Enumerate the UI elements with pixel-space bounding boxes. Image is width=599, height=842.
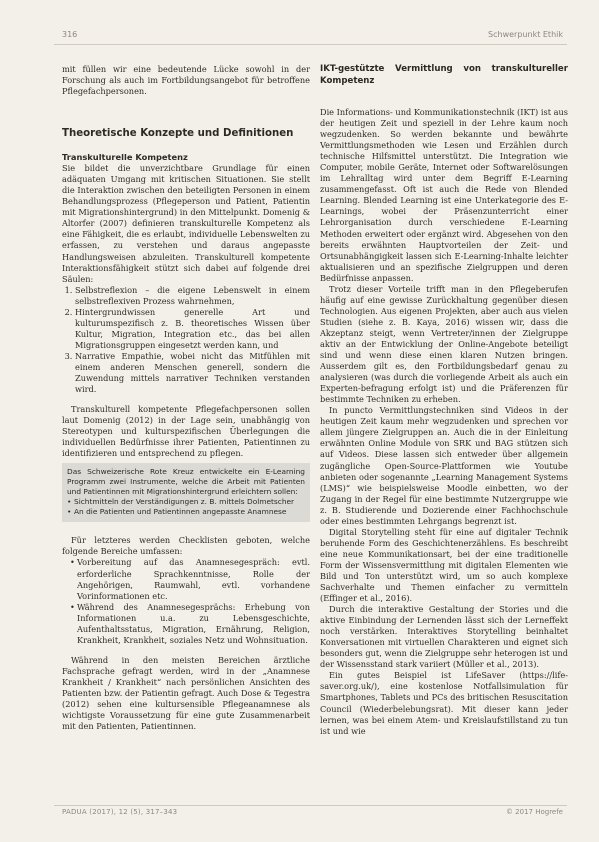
header-divider — [54, 44, 567, 45]
section-heading: IKT-gestützte Vermittlung von transkultureller Kompetenz — [320, 64, 568, 86]
body-paragraph: Trotz dieser Vorteile trifft man in den Pflegeberufen häufig auf eine gewisse Zurückhaltung gegenüber diesen Technologien. Aus eigenen Projekten, aber auch aus vielen Studien (siehe z. B. Kaya, 2016) wissen wir, dass die Akzeptanz steigt, wenn Vertreter/innen der Zielgruppe aktiv an der Entwicklung der Online-Angebote beteiligt sind und wenn diese einen klaren Nutzen bringen. Ausserdem gilt es, den Fortbildungsbedarf genau zu analysieren (was durch die vorliegende Arbeit als auch ein Experten-befragung erfolgt ist) und die Präferenzen für bestimmte Techniken zu erheben. — [320, 283, 568, 405]
body-paragraph: Digital Storytelling steht für eine auf digitaler Technik beruhende Form des Geschichtenerzählens. Es beschreibt eine neue Kommunikationsart, bei der eine traditionelle Form der Wissensvermittlung mit digitalen Elementen wie Bild und Ton unterstützt wird, um so auch komplexe Sachverhalte und Themen einfacher zu vermitteln (Effinger et al., 2016). — [320, 526, 568, 604]
body-paragraph: Die Informations- und Kommunikationstechnik (IKT) ist aus der heutigen Zeit und speziell in der Lehre kaum noch wegzudenken. So werden bekannte und bewährte Vermittlungsmethoden wie Lesen und Erzählen durch technische Hilfsmittel unterstützt. Die Integration wie Computer, mobile Geräte, Internet oder Softwarelösungen im Lehralltag wird unter dem Begriff E-Learning zusammengefasst. Oft ist auch die Rede von Blended Learning. Blended Learning ist eine Unterkategorie des E-Learnings, wobei der Präsenzunterricht einer Lehrorganisation durch verschiedene E-Learning Methoden erweitert oder ergänzt wird. Abgesehen von den bereits erwähnten Hauptvorteilen der Zeit- und Ortsunabhängigkeit lassen sich E-Learning-Inhalte leichter aktualisieren und an spezifische Zielgruppen und deren Bedürfnisse anpassen. — [320, 107, 568, 283]
list-item: • Sichtmitteln der Verständigungen z. B. mittels Dolmetscher — [67, 497, 305, 507]
intro-paragraph: mit füllen wir eine bedeutende Lücke sowohl in der Forschung als auch im Fortbildungsangebot für betroffene Pflegefachpersonen. — [62, 64, 310, 97]
left-column — [62, 64, 310, 732]
list-item: 2. Hintergrundwissen generelle Art und kulturumspezifisch z. B. theoretisches Wissen über Kultur, Migration, Integration etc., das bei allen Migrationsgruppen eingesetzt werden kann, und — [75, 307, 310, 351]
list-item: 1. Selbstreflexion – die eigene Lebenswelt in einem selbstreflexiven Prozess wahrnehmen, — [75, 285, 310, 307]
body-paragraph: Transkulturell kompetente Pflegefachpersonen sollen laut Domenig (2012) in der Lage sein, unabhängig von Stereotypen und kulturspezifischen Überlegungen die individuellen Bedürfnisse ihrer Patienten, Patientinnen zu identifizieren und entsprechend zu pflegen. — [62, 404, 310, 459]
footer-publisher: © 2017 Hogrefe — [505, 808, 563, 816]
running-header: Schwerpunkt Ethik — [488, 30, 563, 39]
body-paragraph: Während in den meisten Bereichen ärztliche Fachsprache gefragt werden, wird in der „Anamnese Krankheit / Krankheit“ nach persönlichen Ansichten des Patienten bzw. der Patientin gefragt. Auch Dose & Tegestra (2012) sehen eine kultursensible Pflegeanamnese als wichtigste Voraussetzung für eine gute Zusammenarbeit mit den Patienten, Patientinnen. — [62, 654, 310, 732]
list-item: • An die Patienten und Patientinnen angepasste Anamnese — [67, 507, 305, 517]
pillars-list — [62, 285, 310, 395]
info-box-list — [67, 497, 305, 517]
page-number: 316 — [62, 30, 78, 39]
right-column — [320, 64, 568, 737]
body-paragraph: Für letzteres werden Checklisten geboten, welche folgende Bereiche umfassen: — [62, 535, 310, 557]
body-paragraph: Sie bildet die unverzichtbare Grundlage für einen adäquaten Umgang mit kritischen Situationen. Sie stellt die Interaktion zwischen den beteiligten Personen in einem Behandlungsprozess (Pflegeperson und Patient, Patientin mit Migrationshintergrund) in den Mittelpunkt. Domenig & Altorfer (2007) definieren transkulturelle Kompetenz als eine Fähigkeit, die es erlaubt, individuelle Lebenswelten zu erfassen, zu verstehen und daraus angepasste Handlungsweisen abzuleiten. Transkulturell kompetente Interaktionsfähigkeit stützt sich dabei auf folgende drei Säulen: — [62, 163, 310, 284]
body-paragraph: Ein gutes Beispiel ist LifeSaver (https://life-saver.org.uk/), eine kostenlose Notfallsimulation für Smartphones, Tablets und PCs des britischen Resuscitation Council (Wiederbelebungsrat). Mit dieser kann jeder lernen, was bei einem Atem- und Kreislaufstillstand zu tun ist und wie — [320, 670, 568, 736]
body-paragraph: In puncto Vermittlungstechniken sind Videos in der heutigen Zeit kaum mehr wegzudenken und sprechen vor allem jüngere Zielgruppen an. Auch die in der Einleitung erwähnten Online Module von SRK und BAG stützen sich auf Videos. Diese lassen sich entweder über allgemein zugängliche Open-Source-Plattformen wie Youtube anbieten oder sogenannte „Learning Management Systems (LMS)“ wie beispielsweise Moodle einbetten, wo der Zugang in der Regel für eine bestimmte Nutzergruppe wie z. B. Studierende und Dozierende einer Fachhochschule oder eines bestimmten Lehrgangs begrenzt ist. — [320, 405, 568, 526]
list-item: • Während des Anamnesegesprächs: Erhebung von Informationen u.a. zu Lebensgeschichte, Aufenthaltsstatus, Migration, Ernährung, Religion, Krankheit, Krankheit, soziales Netz und Wohnsituation. — [70, 602, 310, 646]
checklist — [62, 557, 310, 645]
info-box — [62, 463, 310, 522]
subsection-heading: Transkulturelle Kompetenz — [62, 152, 188, 163]
section-heading: Theoretische Konzepte und Definitionen — [62, 128, 294, 140]
body-paragraph: Durch die interaktive Gestaltung der Stories und die aktive Einbindung der Lernenden lässt sich der Lerneffekt noch verstärken. Interaktives Storytelling beinhaltet Konversationen mit virtuellen Charakteren und eignet sich besonders gut, wenn die Zielgruppe sehr heterogen ist und der Wissensstand stark variiert (Müller et al., 2013). — [320, 604, 568, 670]
footer-citation: PADUA (2017), 12 (5), 317–343 — [62, 808, 178, 816]
footer-divider — [54, 805, 567, 806]
info-box-text: Das Schweizerische Rote Kreuz entwickelte ein E-Learning Programm zwei Instrumente, welche die Arbeit mit Patienten und Patientinnen mit Migrationshintergrund erleichtern sollen: — [67, 467, 305, 497]
list-item: 3. Narrative Empathie, wobei nicht das Mitfühlen mit einem anderen Menschen generell, sondern die Zuwendung mittels narrativer Techniken verstanden wird. — [75, 351, 310, 395]
list-item: • Vorbereitung auf das Anamnesegespräch: evtl. erforderliche Sprachkenntnisse, Rolle der Angehörigen, Raumwahl, evtl. vorhandene Vorinformationen etc. — [70, 557, 310, 601]
